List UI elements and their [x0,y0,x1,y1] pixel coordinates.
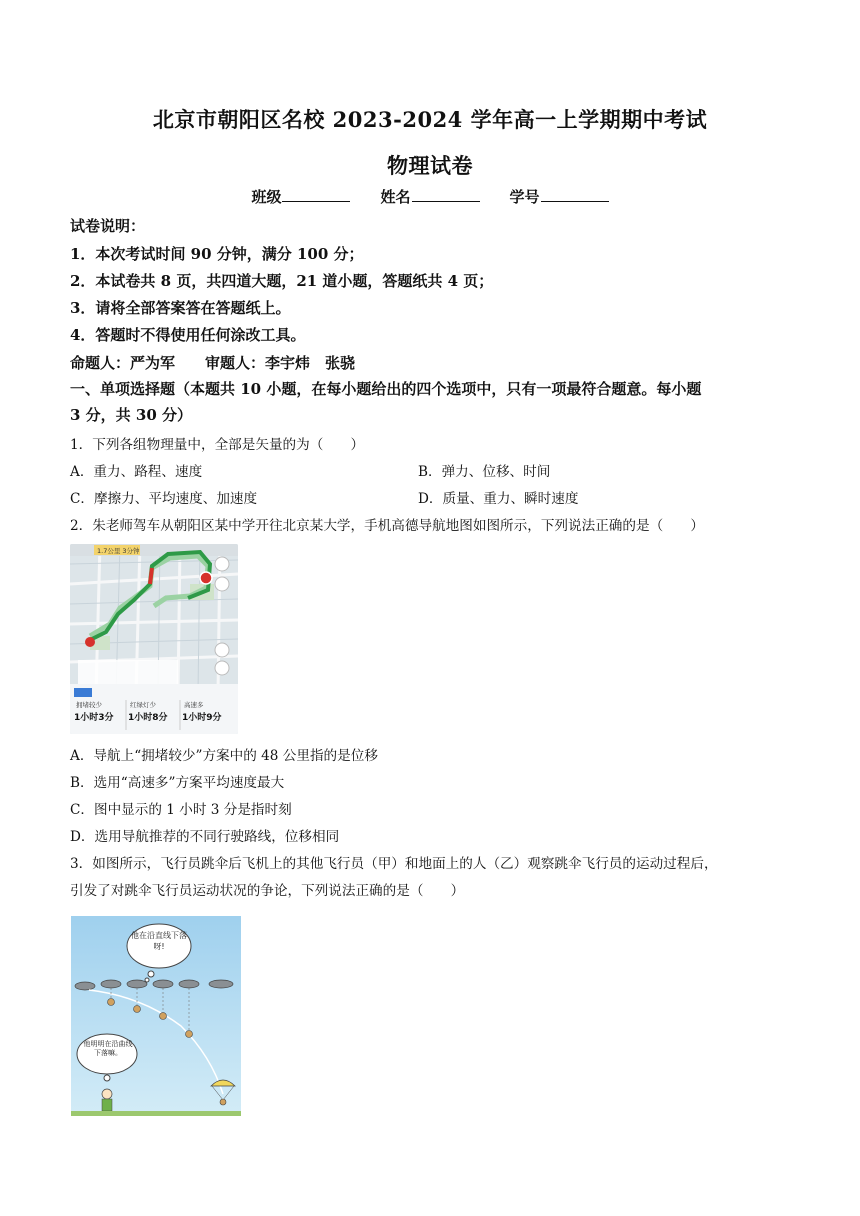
question-2-option-d: D．选用导航推荐的不同行驶路线，位移相同 [70,829,340,845]
section-heading: 一、单项选择题（本题共 10 小题，在每小题给出的四个选项中，只有一项最符合题意。每小题 [70,380,702,398]
exam-subtitle: 物理试卷 [387,153,473,178]
question-3-stem: 3．如图所示，飞行员跳伞后飞机上的其他飞行员（甲）和地面上的人（乙）观察跳伞飞行员的运动过程后， [70,856,718,872]
id-blank [541,188,609,202]
class-field: 班级 [251,186,350,207]
parachute-cartoon-illustration [71,916,241,1116]
exam-title: 北京市朝阳区名校 2023-2024 学年高一上学期期中考试 [152,107,708,132]
speech-bubble-top: 他在沿直线下落呀! [131,931,187,951]
route-option-time: 1小时9分 [182,713,222,723]
instruction-item: 2．本试卷共 8 页，共四道大题，21 道小题，答题纸共 4 页； [70,272,494,290]
instruction-item: 4．答题时不得使用任何涂改工具。 [70,326,306,344]
id-field: 学号 [510,186,609,207]
instruction-item: 3．请将全部答案答在答题纸上。 [70,299,291,317]
route-option-label: 拥堵较少 [76,701,102,709]
route-option-time: 1小时3分 [74,713,114,723]
navigation-map-figure [70,544,238,734]
instructions-heading: 试卷说明： [70,217,146,235]
question-2-option-b: B．选用“高速多”方案平均速度最大 [70,775,285,791]
question-1-option-c: C．摩擦力、平均速度、加速度 [70,491,258,507]
question-1-option-a: A．重力、路程、速度 [70,464,203,480]
name-field: 姓名 [380,186,479,207]
class-blank [282,188,350,202]
route-option-label: 红绿灯少 [130,701,156,709]
question-1-option-b: B．弹力、位移、时间 [418,464,551,480]
exam-authors: 命题人：严为军 审题人：李宇炜 张骁 [70,354,356,372]
route-option-label: 高速多 [184,701,204,709]
name-blank [412,188,480,202]
svg-text:1.7公里 3分钟: 1.7公里 3分钟 [97,547,140,555]
question-2-stem: 2．朱老师驾车从朝阳区某中学开往北京某大学，手机高德导航地图如图所示，下列说法正确的是（ ） [70,518,704,534]
speech-bubble-bottom: 他明明在沿曲线下落嘛。 [83,1040,133,1057]
question-1-stem: 1．下列各组物理量中，全部是矢量的为（ ） [70,437,365,453]
question-1-option-d: D．质量、重力、瞬时速度 [418,491,579,507]
question-2-option-c: C．图中显示的 1 小时 3 分是指时刻 [70,802,292,818]
question-2-option-a: A．导航上“拥堵较少”方案中的 48 公里指的是位移 [70,748,378,764]
parachute-cartoon-figure [71,916,241,1116]
instruction-item: 1．本次考试时间 90 分钟，满分 100 分； [70,245,364,263]
question-3-stem-cont: 引发了对跳伞飞行员运动状况的争论，下列说法正确的是（ ） [70,883,465,899]
section-heading-cont: 3 分，共 30 分） [70,406,192,424]
navigation-map-illustration [70,544,238,734]
route-option-time: 1小时8分 [128,713,168,723]
student-info-row [0,186,860,207]
